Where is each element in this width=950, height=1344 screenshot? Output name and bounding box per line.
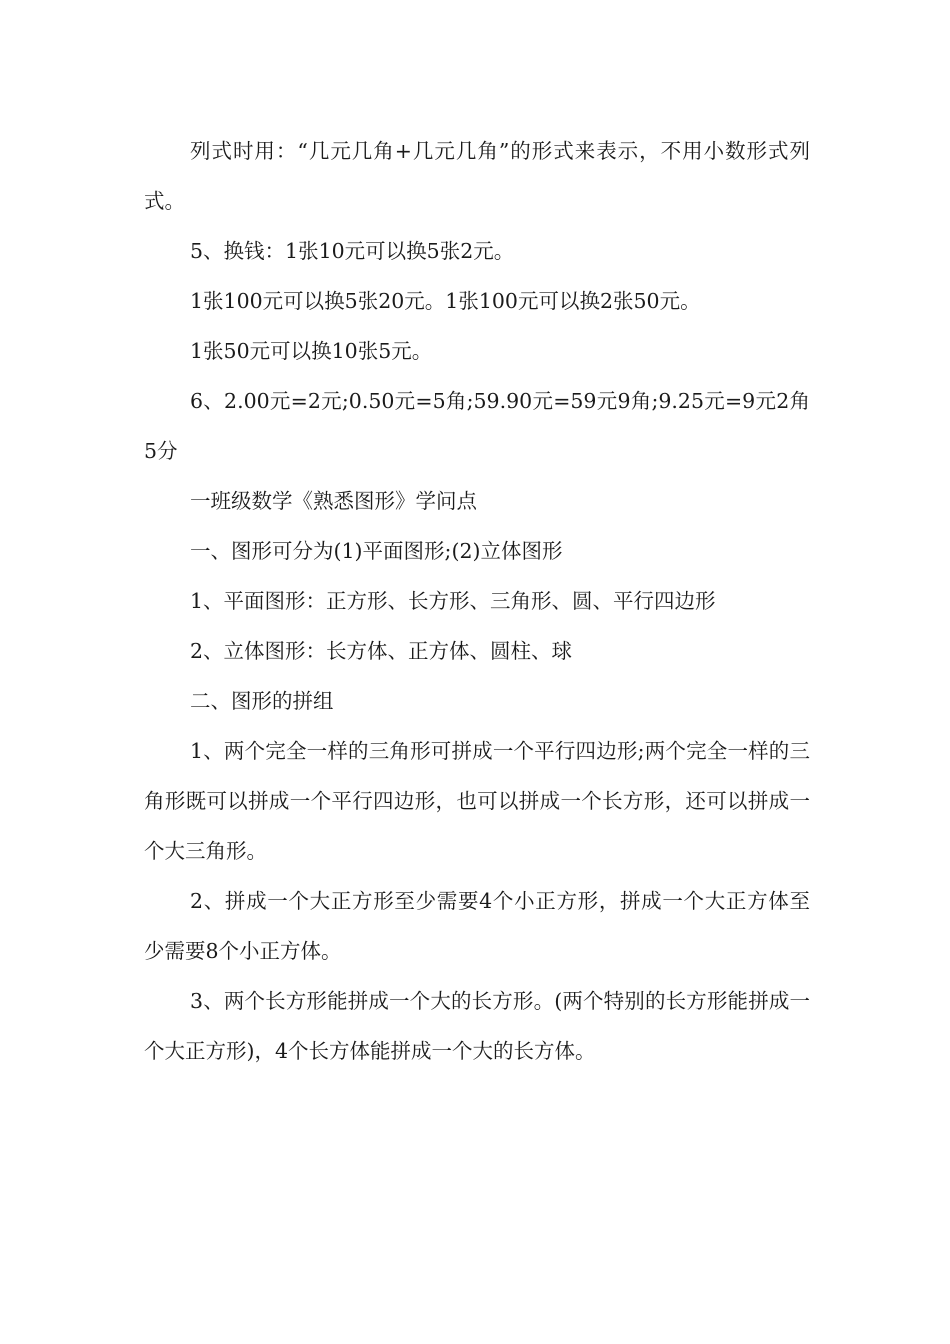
paragraph-exchange-2: 1张100元可以换5张20元。1张100元可以换2张50元。 bbox=[190, 289, 701, 313]
heading-shape-combination: 二、图形的拼组 bbox=[190, 689, 334, 713]
paragraph-exchange-1: 5、换钱：1张10元可以换5张2元。 bbox=[190, 239, 515, 263]
paragraph-plane-shapes: 1、平面图形：正方形、长方形、三角形、圆、平行四边形 bbox=[190, 589, 716, 613]
paragraph-triangles: 1、两个完全一样的三角形可拼成一个平行四边形;两个完全一样的三角形既可以拼成一个平行四边形，也可以拼成一个长方形，还可以拼成一个大三角形。 bbox=[144, 739, 810, 863]
document-page bbox=[144, 126, 810, 1076]
paragraph-rectangles: 3、两个长方形能拼成一个大的长方形。(两个特别的长方形能拼成一个大正方形)，4个长方体能拼成一个大的长方体。 bbox=[144, 989, 810, 1063]
heading-shape-types: 一、图形可分为(1)平面图形;(2)立体图形 bbox=[190, 539, 563, 563]
paragraph-conversion: 6、2.00元=2元;0.50元=5角;59.90元=59元9角;9.25元=9元2角5分 bbox=[144, 389, 810, 463]
paragraph-format-note: 列式时用：“几元几角+几元几角”的形式来表示，不用小数形式列式。 bbox=[144, 139, 810, 213]
paragraph-exchange-3: 1张50元可以换10张5元。 bbox=[190, 339, 433, 363]
paragraph-squares: 2、拼成一个大正方形至少需要4个小正方形，拼成一个大正方体至少需要8个小正方体。 bbox=[144, 889, 810, 963]
paragraph-solid-shapes: 2、立体图形：长方体、正方体、圆柱、球 bbox=[190, 639, 573, 663]
section-title: 一班级数学《熟悉图形》学问点 bbox=[190, 489, 477, 513]
